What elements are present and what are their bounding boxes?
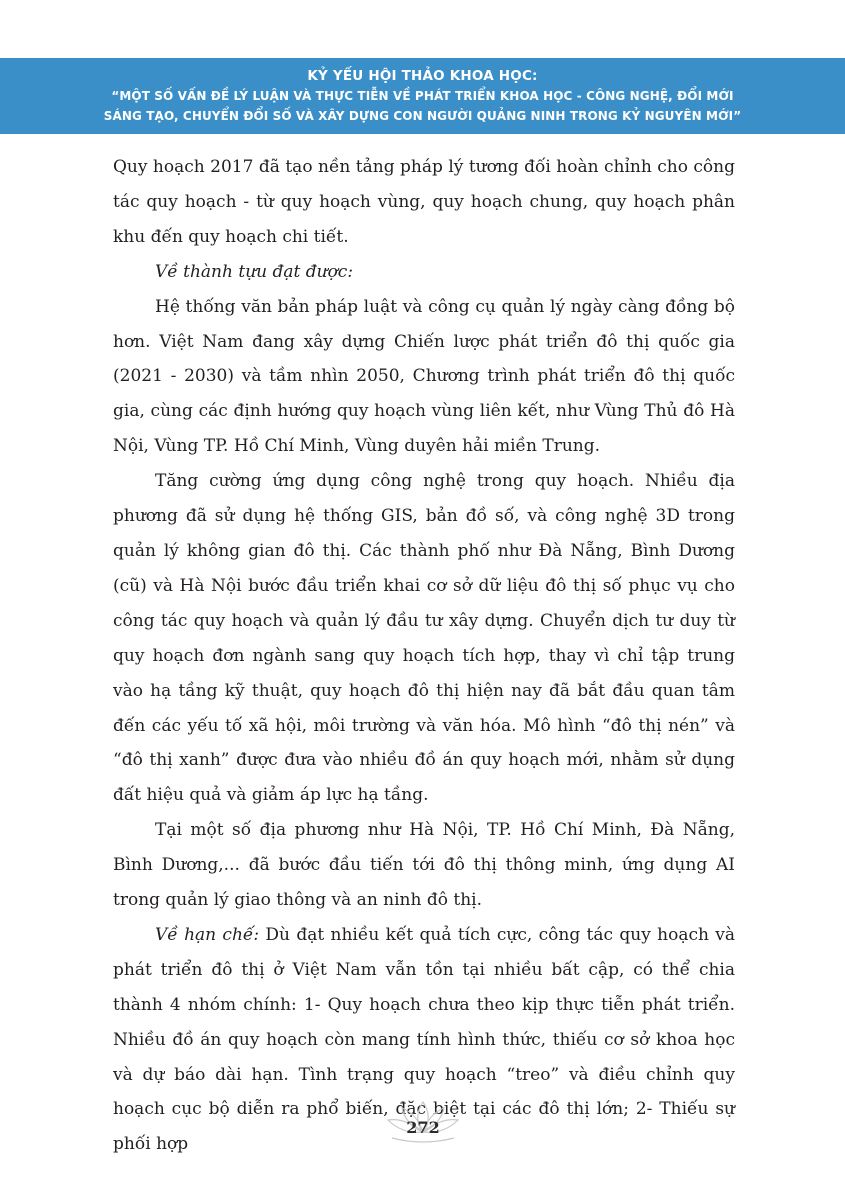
header-band (0, 58, 845, 134)
header-subtitle-line1: “MỘT SỐ VẤN ĐỀ LÝ LUẬN VÀ THỰC TIỄN VỀ PHÁT TRIỂN KHOA HỌC - CÔNG NGHỆ, ĐỔI MỚI (111, 89, 734, 103)
header-title: KỶ YẾU HỘI THẢO KHOA HỌC: (307, 68, 538, 84)
paragraph-4: Tại một số địa phương như Hà Nội, TP. Hồ Chí Minh, Đà Nẵng, Bình Dương,... đã bước đầu tiến tới đô thị thông minh, ứng dụng AI trong quản lý giao thông và an ninh đô thị. (113, 820, 735, 911)
page-number: 272 (406, 1118, 440, 1137)
paragraph-5-text: Dù đạt nhiều kết quả tích cực, công tác quy hoạch và phát triển đô thị ở Việt Nam vẫn tồn tại nhiều bất cập, có thể chia thành 4 nhóm chính: 1- Quy hoạch chưa theo kịp thực tiễn phát triển. Nhiều đồ án quy hoạch còn mang tính hình thức, thiếu cơ sở khoa học và dự báo dài hạn. Tình trạng quy hoạch “treo” và điều chỉnh quy hoạch cục bộ diễn ra phổ biến, đặc biệt tại các đô thị lớn; 2- Thiếu sự phối hợp (113, 924, 735, 1155)
paragraph-3: Tăng cường ứng dụng công nghệ trong quy hoạch. Nhiều địa phương đã sử dụng hệ thống GIS, bản đồ số, và công nghệ 3D trong quản lý không gian đô thị. Các thành phố như Đà Nẵng, Bình Dương (cũ) và Hà Nội bước đầu triển khai cơ sở dữ liệu đô thị số phục vụ cho công tác quy hoạch và quản lý đầu tư xây dựng. Chuyển dịch tư duy từ quy hoạch đơn ngành sang quy hoạch tích hợp, thay vì chỉ tập trung vào hạ tầng kỹ thuật, quy hoạch đô thị hiện nay đã bắt đầu quan tâm đến các yếu tố xã hội, môi trường và văn hóa. Mô hình “đô thị nén” và “đô thị xanh” được đưa vào nhiều đồ án quy hoạch mới, nhằm sử dụng đất hiệu quả và giảm áp lực hạ tầng. (113, 471, 735, 806)
page-footer (0, 1098, 845, 1158)
heading-achievements: Về thành tựu đạt được: (155, 261, 354, 282)
paragraph-1: Quy hoạch 2017 đã tạo nền tảng pháp lý tương đối hoàn chỉnh cho công tác quy hoạch - từ quy hoạch vùng, quy hoạch chung, quy hoạch phân khu đến quy hoạch chi tiết. (113, 157, 735, 247)
header-subtitle-line2: SÁNG TẠO, CHUYỂN ĐỔI SỐ VÀ XÂY DỰNG CON NGƯỜI QUẢNG NINH TRONG KỶ NGUYÊN MỚI” (103, 109, 742, 123)
heading-limitations: Về hạn chế: (155, 924, 260, 945)
body-text (113, 150, 735, 1162)
paragraph-2: Hệ thống văn bản pháp luật và công cụ quản lý ngày càng đồng bộ hơn. Việt Nam đang xây dựng Chiến lược phát triển đô thị quốc gia (2021 - 2030) và tầm nhìn 2050, Chương trình phát triển đô thị quốc gia, cùng các định hướng quy hoạch vùng liên kết, như Vùng Thủ đô Hà Nội, Vùng TP. Hồ Chí Minh, Vùng duyên hải miền Trung. (113, 296, 735, 457)
